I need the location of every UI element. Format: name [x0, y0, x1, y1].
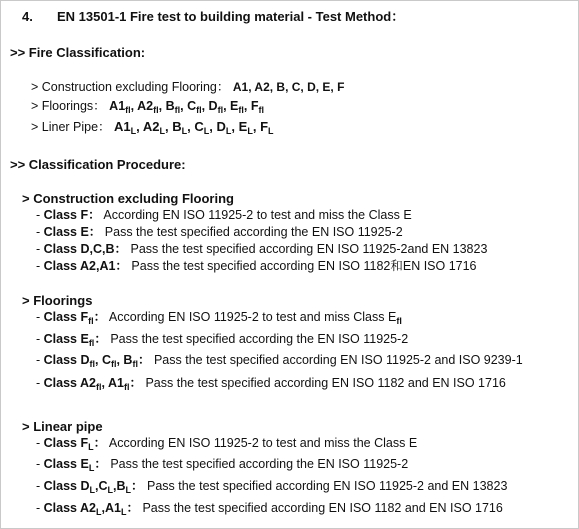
flooring-proc-label-sub: fl — [95, 382, 102, 392]
pipe-proc-label-main: Class D — [43, 479, 90, 493]
flooring-proc-item: - Class $D_{fl}$, $C_{fl}$, $B_{fl}$： Pass the test specified according EN ISO 11925-2 and ISO 9239-1 — [36, 353, 523, 369]
liner-pipe-prefix: > Liner Pipe： — [31, 120, 111, 134]
pipe-proc-item-text: Pass the test specified according the EN ISO 11925-2 — [110, 457, 409, 471]
flooring-class-sub: fl — [217, 105, 224, 115]
flooring-class-main: C — [187, 99, 197, 113]
flooring-proc-label-colon: ： — [137, 353, 151, 367]
pipe-proc-item-text: Pass the test specified according EN ISO 11925-2 and EN 13823 — [147, 479, 508, 493]
construction-item-label: Class D,C,B： — [43, 242, 127, 256]
construction-prefix: > Construction excluding Flooring： — [31, 80, 230, 94]
pipe-proc-label-colon: ： — [94, 457, 107, 471]
construction-item: - Class D,C,B： Pass the test specified according EN ISO 11925-2and EN 13823 — [36, 242, 488, 256]
pipe-proc-label-sub: L — [89, 485, 95, 495]
flooring-proc-label-sub: fl — [89, 359, 95, 369]
pipe-proc-label-colon: ： — [126, 501, 139, 515]
flooring-class-main: B — [165, 99, 175, 113]
flooring-proc-label-sub: fl — [132, 359, 138, 369]
pipe-proc-label-main: Class A2 — [43, 501, 96, 515]
pipe-class-main: A2 — [142, 119, 160, 134]
flooring-class-sub: fl — [125, 105, 131, 115]
construction-item: - Class A2,A1： Pass the test specified according EN ISO 1182和EN ISO 1716 — [36, 259, 477, 273]
construction-item-text: Pass the test specified according EN ISO 1182和EN ISO 1716 — [131, 259, 477, 273]
flooring-class-main: F — [250, 99, 259, 113]
pipe-class-sub: L — [203, 126, 210, 136]
pipe-proc-label-sub: L — [107, 485, 113, 495]
pipe-proc-label-sub: L — [88, 442, 94, 452]
flooring-proc-item: - Class $F_{fl}$： According EN ISO 11925-2 to test and miss Class $E_{fl}$ — [36, 310, 402, 326]
pipe-class-sub: L — [181, 126, 188, 136]
flooring-proc-label-sub: fl — [123, 382, 130, 392]
liner-pipe-classes: $A1_L$, $A2_L$, $B_L$, $C_L$, $D_L$, $E_L$, $F_L$ — [114, 119, 274, 136]
flooring-class-sub: fl — [258, 105, 264, 115]
pipe-proc-label-main: Class E — [43, 457, 89, 471]
construction-item-text: Pass the test specified according EN ISO 11925-2and EN 13823 — [130, 242, 488, 256]
construction-classes-line — [31, 80, 344, 95]
pipe-proc-label-main: Class F — [43, 436, 89, 450]
pipe-proc-label-colon: ： — [93, 436, 107, 450]
flooring-proc-label-colon: ： — [129, 376, 142, 390]
flooring-class-main: D — [208, 99, 218, 113]
flooring-proc-item-text-sub: fl — [396, 316, 402, 326]
pipe-proc-label-main: ,C — [95, 479, 108, 493]
pipe-class-main: C — [194, 119, 204, 134]
flooring-proc-label-colon: ： — [93, 310, 107, 324]
pipe-class-sub: L — [159, 126, 166, 136]
pipe-class-main: B — [172, 119, 182, 134]
floorings-classes: $A1_{fl}$, $A2_{fl}$, $B_{fl}$, $C_{fl}$, $D_{fl}$, $E_{fl}$, $F_{fl}$ — [109, 99, 264, 115]
flooring-proc-item-text: According EN ISO 11925-2 to test and miss Class E — [108, 310, 397, 324]
fire-classification-title: >> Fire Classification: — [10, 45, 146, 60]
flooring-class-main: A1 — [109, 99, 126, 113]
procedure-title: >> Classification Procedure: — [10, 157, 186, 172]
flooring-proc-item: - Class $E_{fl}$： Pass the test specified according the EN ISO 11925-2 — [36, 332, 409, 348]
pipe-proc-item-text: According EN ISO 11925-2 to test and miss the Class E — [108, 436, 418, 450]
construction-item: - Class E： Pass the test specified according the EN ISO 11925-2 — [36, 225, 403, 239]
construction-item-label: Class E： — [43, 225, 102, 239]
construction-title: > Construction excluding Flooring — [22, 191, 234, 206]
construction-item-label: Class A2,A1： — [43, 259, 128, 273]
section-number: 4. — [22, 9, 33, 24]
pipe-proc-label-main: ,B — [113, 479, 126, 493]
flooring-proc-label-main: Class E — [43, 332, 89, 346]
pipe-proc-item: - Class $D_L,C_L,B_L$： Pass the test specified according EN ISO 11925-2 and EN 13823 — [36, 479, 508, 495]
pipe-proc-item-label — [44, 436, 106, 450]
flooring-proc-label-main: , A1 — [101, 376, 124, 390]
flooring-proc-label-sub: fl — [88, 338, 95, 348]
flooring-proc-label-main: , B — [116, 353, 133, 367]
construction-item-label: Class F： — [43, 208, 101, 222]
flooring-proc-label-main: Class A2 — [43, 376, 96, 390]
pipe-class-main: D — [216, 119, 226, 134]
construction-item-text: According EN ISO 11925-2 to test and miss the Class E — [103, 208, 412, 222]
construction-item: - Class F： According EN ISO 11925-2 to test and miss the Class E — [36, 208, 412, 222]
pipe-class-sub: L — [268, 126, 274, 136]
pipe-proc-item: - Class $E_L$： Pass the test specified according the EN ISO 11925-2 — [36, 457, 409, 473]
pipe-proc-label-main: ,A1 — [101, 501, 121, 515]
flooring-proc-label-sub: fl — [110, 359, 117, 369]
flooring-class-sub: fl — [238, 105, 244, 115]
floorings-prefix: > Floorings： — [31, 99, 106, 113]
pipe-proc-label-sub: L — [120, 507, 127, 517]
pipe-class-main: A1 — [114, 119, 131, 134]
flooring-proc-item-text: Pass the test specified according EN ISO 1182 and EN ISO 1716 — [145, 376, 506, 390]
floorings-classes-line — [31, 99, 264, 114]
pipe-class-sub: L — [225, 126, 232, 136]
flooring-proc-item-text: Pass the test specified according EN ISO 11925-2 and ISO 9239-1 — [153, 353, 523, 367]
flooring-proc-item-text: Pass the test specified according the EN ISO 11925-2 — [110, 332, 409, 346]
flooring-proc-label-colon: ： — [94, 332, 107, 346]
linear-pipe-title: > Linear pipe — [22, 419, 103, 434]
pipe-class-sub: L — [247, 126, 253, 136]
pipe-proc-item-text: Pass the test specified according EN ISO 1182 and EN ISO 1716 — [142, 501, 503, 515]
pipe-class-main: E — [238, 119, 248, 134]
flooring-proc-item-label — [44, 332, 107, 346]
section-title: EN 13501-1 Fire test to building material - Test Method： — [57, 9, 405, 24]
pipe-class-main: F — [260, 119, 269, 134]
pipe-proc-item-label — [44, 457, 107, 471]
pipe-proc-item: - Class $A2_L,A1_L$： Pass the test specified according EN ISO 1182 and EN ISO 1716 — [36, 501, 503, 517]
pipe-proc-item: - Class $F_L$： According EN ISO 11925-2 to test and miss the Class E — [36, 436, 418, 452]
flooring-class-sub: fl — [196, 105, 202, 115]
floorings-title: > Floorings — [22, 293, 93, 308]
flooring-class-sub: fl — [174, 105, 181, 115]
flooring-class-main: A2 — [137, 99, 154, 113]
liner-pipe-classes-line — [31, 119, 274, 135]
flooring-class-main: E — [230, 99, 239, 113]
flooring-proc-item: - Class $A2_{fl}$, $A1_{fl}$： Pass the test specified according EN ISO 1182 and EN ISO 1716 — [36, 376, 506, 392]
flooring-proc-item-label — [44, 376, 142, 390]
pipe-proc-item-label — [44, 501, 139, 515]
construction-classes: A1, A2, B, C, D, E, F — [232, 80, 345, 94]
flooring-proc-item-label — [44, 353, 151, 367]
flooring-proc-label-sub: fl — [88, 316, 94, 326]
flooring-proc-label-main: Class F — [43, 310, 89, 324]
construction-item-text: Pass the test specified according the EN ISO 11925-2 — [104, 225, 403, 239]
pipe-proc-label-sub: L — [95, 507, 102, 517]
pipe-proc-label-colon: ： — [131, 479, 144, 493]
pipe-proc-label-sub: L — [125, 485, 131, 495]
pipe-proc-label-sub: L — [88, 463, 95, 473]
flooring-class-sub: fl — [153, 105, 159, 115]
pipe-proc-item-label — [44, 479, 144, 493]
flooring-proc-item-label — [44, 310, 106, 324]
flooring-proc-label-main: Class D — [43, 353, 90, 367]
pipe-class-sub: L — [130, 126, 137, 136]
flooring-proc-label-main: , C — [95, 353, 111, 367]
